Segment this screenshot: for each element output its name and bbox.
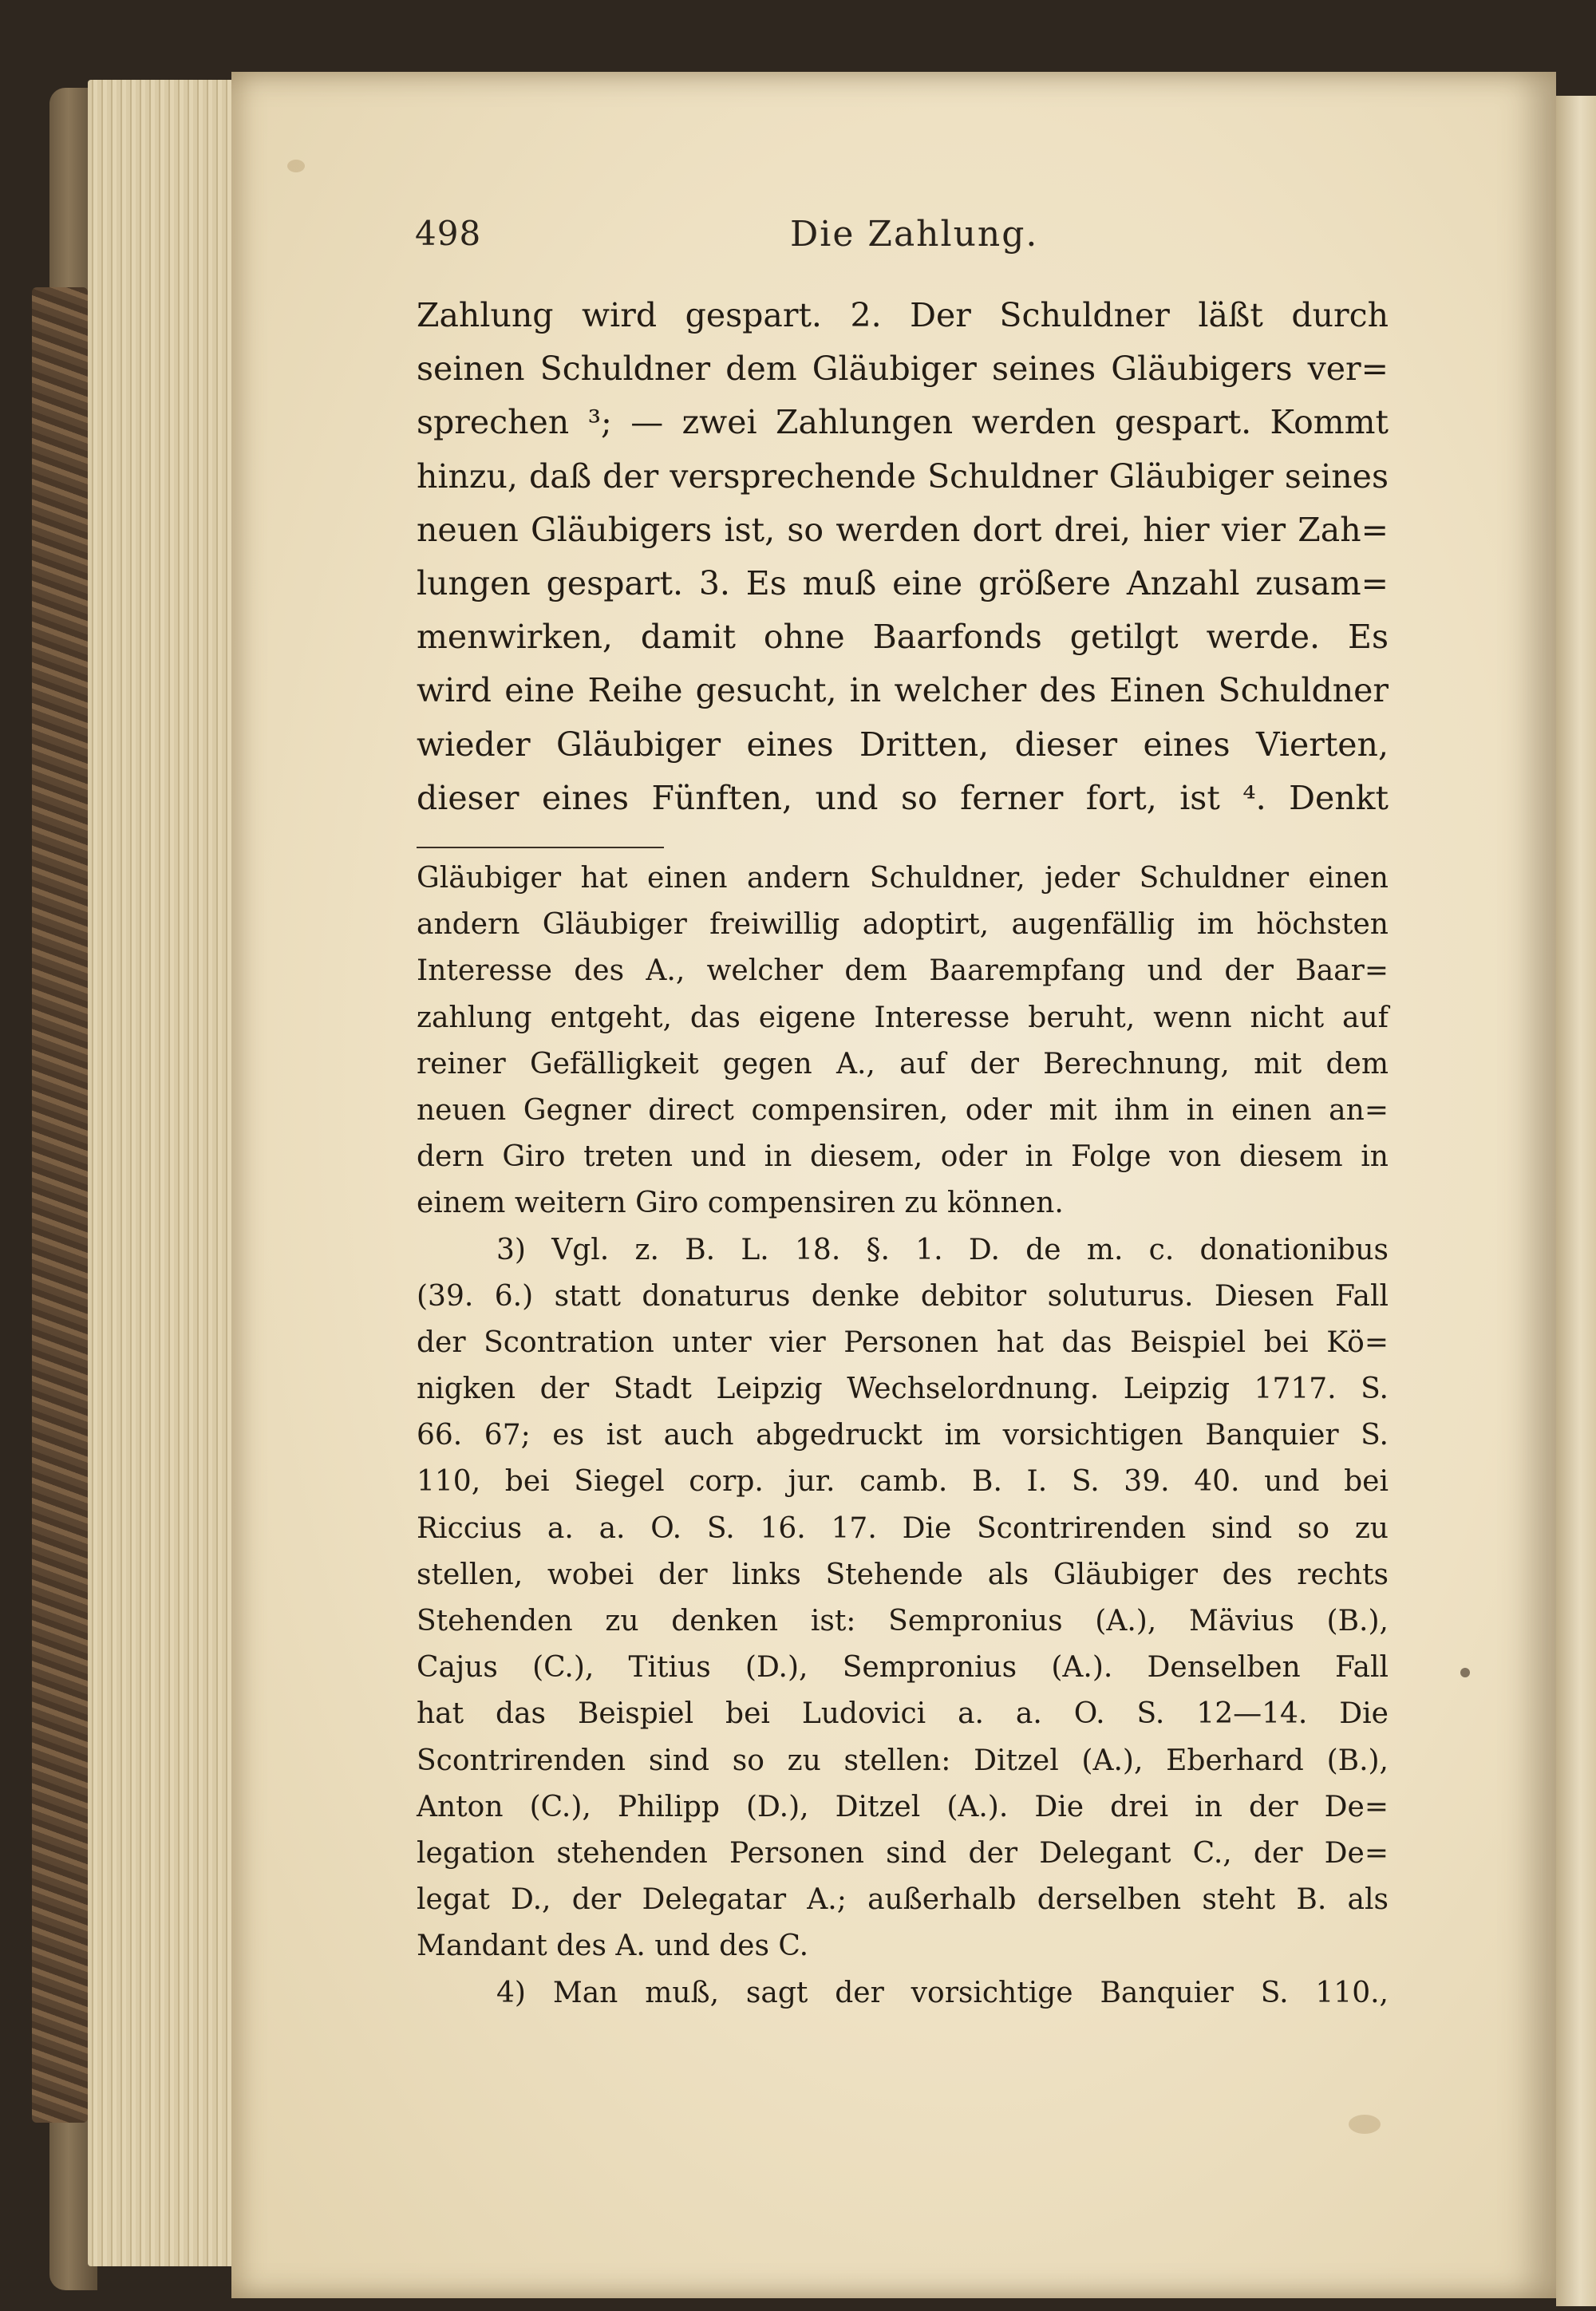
page-edges xyxy=(88,80,247,2266)
footnote-line: Interesse des A., welcher dem Baarempfang und der Baar= xyxy=(417,954,1389,988)
facing-page-edge xyxy=(1556,96,1596,2306)
text-line: hinzu, daß der versprechende Schuldner Gläubiger seines xyxy=(417,456,1389,496)
text-line: lungen gespart. 3. Es muß eine größere Anzahl zusam= xyxy=(417,563,1389,602)
footnote-line: Gläubiger hat einen andern Schuldner, jeder Schuldner einen xyxy=(417,862,1389,895)
footnote-line: einem weitern Giro compensiren zu können. xyxy=(417,1187,1064,1220)
marbled-cover xyxy=(32,287,88,2123)
footnote-line: reiner Gefälligkeit gegen A., auf der Berechnung, mit dem xyxy=(417,1047,1389,1080)
footnote-line: Mandant des A. und des C. xyxy=(417,1930,809,1963)
footnote-line: legat D., der Delegatar A.; außerhalb derselben steht B. als xyxy=(417,1883,1389,1917)
text-line: Zahlung wird gespart. 2. Der Schuldner läßt durch xyxy=(417,296,1389,334)
page-number: 498 xyxy=(415,214,482,253)
footnote-line: neuen Gegner direct compensiren, oder mit ihm in einen an= xyxy=(417,1093,1389,1127)
footnote-line: nigken der Stadt Leipzig Wechselordnung. Leipzig 1717. S. xyxy=(417,1373,1389,1406)
paper-spot xyxy=(287,160,305,172)
footnotes xyxy=(417,855,1389,2017)
running-title: Die Zahlung. xyxy=(790,214,1039,255)
footnote-line: 110, bei Siegel corp. jur. camb. B. I. S. 39. 40. und bei xyxy=(417,1465,1389,1499)
footnote-line: Stehenden zu denken ist: Sempronius (A.), Mävius (B.), xyxy=(417,1605,1389,1637)
footnote-line: Scontrirenden sind so zu stellen: Ditzel (A.), Eberhard (B.), xyxy=(417,1744,1389,1777)
text-line: wieder Gläubiger eines Dritten, dieser eines Vierten, xyxy=(417,725,1389,764)
footnote-line: Cajus (C.), Titius (D.), Sempronius (A.). Denselben Fall xyxy=(417,1651,1389,1685)
footnote-line: Anton (C.), Philipp (D.), Ditzel (A.). Die drei in der De= xyxy=(417,1790,1389,1823)
footnote-separator xyxy=(417,847,664,848)
text-line: menwirken, damit ohne Baarfonds getilgt werde. Es xyxy=(417,618,1389,657)
footnote-line: legation stehenden Personen sind der Delegant C., der De= xyxy=(417,1836,1389,1870)
footnote-line: 4) Man muß, sagt der vorsichtige Banquier S. 110., xyxy=(496,1976,1389,2009)
footnote-line: 3) Vgl. z. B. L. 18. §. 1. D. de m. c. donationibus xyxy=(496,1233,1389,1266)
text-line: dieser eines Fünften, und so ferner fort, ist ⁴. Denkt xyxy=(417,778,1389,817)
footnote-line: Riccius a. a. O. S. 16. 17. Die Scontrirenden sind so zu xyxy=(417,1511,1389,1545)
footnote-line: stellen, wobei der links Stehende als Gläubiger des rechts xyxy=(417,1558,1389,1591)
paper-spot xyxy=(1349,2115,1381,2134)
text-line: seinen Schuldner dem Gläubiger seines Gläubigers ver= xyxy=(417,350,1389,389)
footnote-line: zahlung entgeht, das eigene Interesse beruht, wenn nicht auf xyxy=(417,1001,1389,1034)
footnote-line: 66. 67; es ist auch abgedruckt im vorsichtigen Banquier S. xyxy=(417,1419,1389,1452)
footnote-line: andern Gläubiger freiwillig adoptirt, augenfällig im höchsten xyxy=(417,908,1389,942)
footnote-line: hat das Beispiel bei Ludovici a. a. O. S. 12—14. Die xyxy=(417,1697,1389,1731)
paper-spot xyxy=(1460,1668,1470,1677)
text-line: wird eine Reihe gesucht, in welcher des Einen Schuldner xyxy=(417,671,1389,710)
text-line: sprechen ³; — zwei Zahlungen werden gespart. Kommt xyxy=(417,403,1389,442)
page-header xyxy=(415,214,1389,262)
footnote-line: dern Giro treten und in diesem, oder in Folge von diesem in xyxy=(417,1140,1389,1174)
text-line: neuen Gläubigers ist, so werden dort drei, hier vier Zah= xyxy=(417,510,1389,549)
footnote-line: der Scontration unter vier Personen hat das Beispiel bei Kö= xyxy=(417,1325,1389,1359)
main-text xyxy=(417,289,1389,825)
footnote-line: (39. 6.) statt donaturus denke debitor soluturus. Diesen Fall xyxy=(417,1279,1389,1313)
